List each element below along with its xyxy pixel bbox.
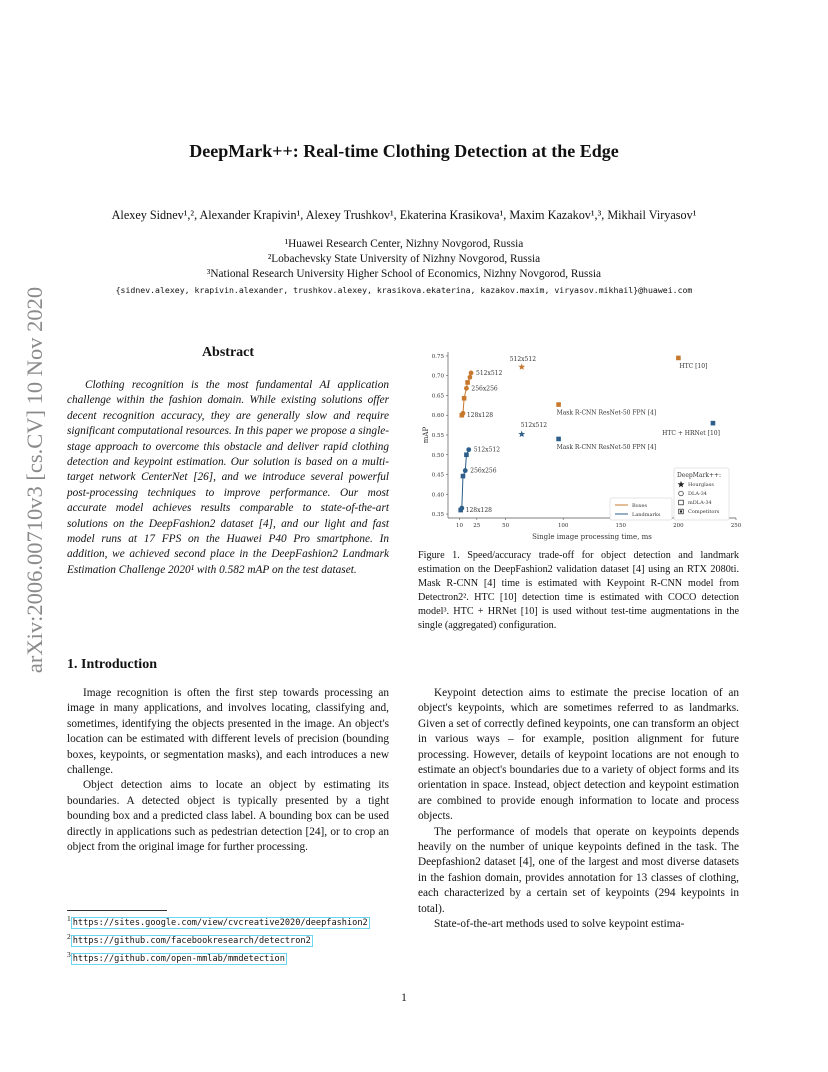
x-tick-label: 150	[615, 523, 627, 529]
y-tick-label: 0.75	[431, 353, 444, 360]
legend-marker-label: mDLA-34	[688, 500, 712, 506]
footnote-mark: 1	[67, 914, 71, 923]
legend-marker-label: Competitors	[688, 509, 720, 515]
point-label: 128x128	[466, 412, 494, 420]
data-point	[465, 380, 470, 385]
intro-paragraph-1: Image recognition is often the first step towards processing an image in many applications, and involves locating, classifying and, sometimes, identifying the objects presented in the image. An object's location can be estimated with different levels of precision (bounding boxes, keypoints, or segmentation masks), and each introduces a new challenge.	[67, 687, 389, 777]
data-point	[467, 375, 472, 380]
point-label: 256x256	[471, 385, 498, 393]
footnote-link[interactable]: https://github.com/facebookresearch/detectron2	[72, 936, 311, 946]
data-point	[469, 371, 474, 376]
y-tick-label: 0.55	[431, 433, 444, 439]
affiliation-1: ¹Huawei Research Center, Nizhny Novgorod, Russia	[284, 238, 524, 250]
y-tick-label: 0.50	[431, 452, 444, 459]
competitor-label: Mask R-CNN ResNet-50 FPN [4]	[556, 409, 657, 417]
legend-line-label: Landmarks	[632, 512, 661, 518]
competitor-point	[556, 437, 561, 442]
author-emails: {sidnev.alexey, krapivin.alexander, trushkov.alexey, krasikova.ekaterina, kazakov.maxim, viryasov.mikhail}@huawei.com	[115, 285, 693, 295]
data-point	[466, 447, 471, 452]
figure-caption: Figure 1. Speed/accuracy trade-off for object detection and landmark estimation on the DeepFashion2 validation dataset [4] using an RTX 2080ti. Mask R-CNN [4] time is estimated with Keypoint R-CNN model from Detectron2². HTC [10] detection time is estimated with COCO detection model³. HTC + HRNet [10] is used without test-time augmentations in the single (aggregated) configuration.	[418, 550, 739, 632]
point-label: 256x256	[470, 467, 497, 475]
data-point	[462, 396, 467, 401]
point-label: 128x128	[465, 507, 492, 515]
data-point	[464, 452, 469, 457]
competitor-label: 512x512	[509, 356, 537, 364]
intro-heading: 1. Introduction	[67, 657, 157, 672]
x-tick-label: 25	[473, 523, 481, 529]
x-tick-label: 50	[502, 523, 510, 529]
legend-line-label: Boxes	[632, 503, 648, 509]
y-tick-label: 0.65	[431, 393, 444, 400]
x-axis-label: Single image processing time, ms	[532, 533, 652, 541]
footnote-3	[67, 948, 397, 966]
speed-accuracy-chart	[418, 346, 743, 546]
legend-marker-label: Hourglass	[688, 482, 714, 488]
footnote-1	[67, 912, 397, 930]
y-tick-label: 0.70	[431, 373, 444, 380]
x-tick-label: 250	[730, 523, 742, 529]
y-tick-label: 0.45	[431, 472, 444, 479]
competitor-point	[676, 356, 681, 361]
series-line-landmarks	[461, 450, 469, 510]
data-point	[463, 468, 468, 473]
right-paragraph-3: State-of-the-art methods used to solve keypoint estima-	[434, 918, 685, 931]
legend-marker-icon	[680, 510, 682, 512]
y-tick-label: 0.40	[431, 492, 444, 499]
x-tick-label: 200	[673, 523, 684, 529]
data-point	[459, 506, 464, 511]
footnote-link[interactable]: https://sites.google.com/view/cvcreative2020/deepfashion2	[72, 918, 368, 928]
arxiv-id-text: arXiv:2006.00710v3 [cs.CV] 10 Nov 2020	[21, 286, 47, 674]
right-column-body	[418, 686, 739, 933]
right-paragraph-2: The performance of models that operate on keypoints depends heavily on the number of unique keypoints defined in the task. The Deepfashion2 dataset [4], one of the largest and most diverse datasets in the fashion domain, provides annotation for 13 classes of clothing, each characterized by a certain set of keypoints (294 keypoints in total).	[418, 825, 739, 915]
point-label: 512x512	[473, 446, 501, 454]
footnote-link[interactable]: https://github.com/open-mmlab/mmdetection	[72, 954, 285, 964]
footnote-2	[67, 930, 397, 948]
x-tick-label: 100	[557, 523, 569, 529]
y-axis-label: mAP	[422, 426, 430, 444]
competitor-label: HTC [10]	[679, 362, 708, 370]
chart-svg	[418, 346, 743, 546]
abstract-text: Clothing recognition is the most fundamental AI application challenge within the fashion domain. While existing solutions offer decent recognition accuracy, they are generally slow and require significant computational resources. In this paper we propose a single-stage approach to overcome this obstacle and deliver rapid clothing detection and keypoint estimation. Our solution is based on a multi-target network CenterNet [26], and we introduce several powerful post-processing techniques to improve performance. Our most accurate model achieves results comparable to state-of-the-art solutions on the DeepFashion2 dataset [4], and our light and fast model runs at 17 FPS on the Huawei P40 Pro smartphone. In addition, we achieved second place in the DeepFashion2 Landmark Estimation Challenge 2020¹ with 0.582 mAP on the test dataset.	[67, 379, 389, 576]
abstract-heading: Abstract	[201, 345, 255, 360]
competitor-point	[711, 421, 716, 426]
footnote-mark: 3	[67, 950, 71, 959]
competitor-point	[556, 402, 561, 407]
data-point	[461, 474, 466, 479]
author-list: Alexey Sidnev¹,², Alexander Krapivin¹, Alexey Trushkov¹, Ekaterina Krasikova¹, Maxim Kazakov¹,³, Mikhail Viryasov¹	[111, 208, 697, 222]
y-tick-label: 0.35	[431, 512, 444, 519]
footnotes	[67, 912, 397, 966]
point-label: 512x512	[476, 369, 503, 377]
arxiv-sidebar-stamp	[12, 280, 57, 680]
data-point	[464, 386, 469, 391]
affiliation-3: ³National Research University Higher School of Economics, Nizhny Novgorod, Russia	[207, 268, 601, 280]
paper-title: DeepMark++: Real-time Clothing Detection at the Edge	[189, 141, 619, 161]
affiliation-2: ²Lobachevsky State University of Nizhny Novgorod, Russia	[267, 253, 541, 265]
y-tick-label: 0.60	[431, 413, 444, 420]
right-paragraph-1: Keypoint detection aims to estimate the precise location of an object's keypoints, which are sometimes referred to as landmarks. Given a set of correctly defined keypoints, one can transform an object in various ways – for example, position alignment for future processing. However, details of keypoint locations are not enough to estimate an object's boundaries due to a variety of object forms and its orientation in space. Instead, object detection and keypoint estimation are combined to provide enough information to locate and process objects.	[418, 687, 739, 823]
legend-title: DeepMark++:	[677, 472, 722, 479]
page-number: 1	[401, 992, 407, 1004]
competitor-label: Mask R-CNN ResNet-50 FPN [4]	[556, 443, 657, 451]
competitor-label: HTC + HRNet [10]	[662, 430, 720, 438]
data-point	[461, 411, 466, 416]
competitor-label: 512x512	[520, 422, 548, 430]
legend-marker-label: DLA-34	[688, 491, 707, 497]
competitor-point	[518, 431, 525, 438]
intro-paragraph-2: Object detection aims to locate an object by estimating its boundaries. A detected object is typically presented by a tight bounding box and a predicted class label. A bounding box can be used directly in applications such as pedestrian detection [24], or to crop an object from the original image for further processing.	[67, 779, 389, 854]
footnote-mark: 2	[67, 932, 71, 941]
abstract-body	[67, 378, 389, 578]
intro-body	[67, 686, 389, 855]
x-tick-label: 10	[456, 523, 464, 529]
footnote-rule	[67, 910, 167, 911]
competitor-point	[518, 363, 525, 370]
